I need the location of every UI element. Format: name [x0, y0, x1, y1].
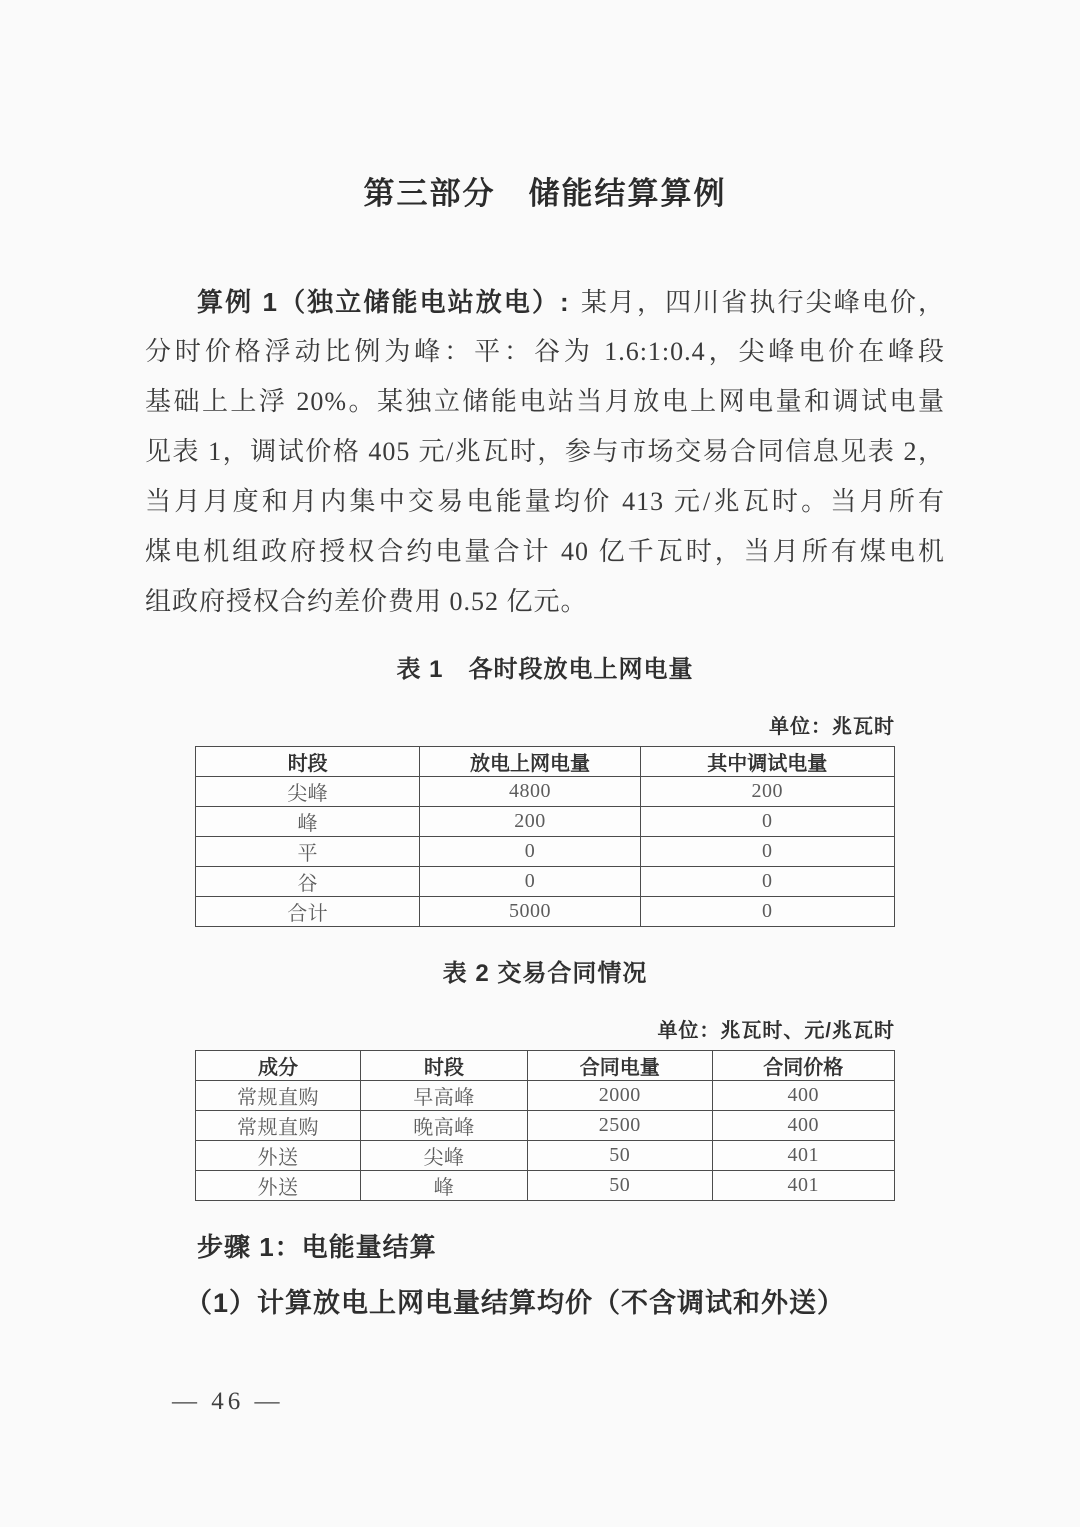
- table-row: [196, 1141, 895, 1171]
- table-cell: 5000: [420, 897, 640, 927]
- table-cell: 2000: [528, 1081, 713, 1111]
- table-cell: 0: [640, 867, 894, 897]
- column-header: 合同价格: [712, 1051, 894, 1081]
- step1-heading: 步骤 1：电能量结算: [197, 1232, 437, 1262]
- table-cell: 合计: [196, 897, 420, 927]
- column-header: 合同电量: [528, 1051, 713, 1081]
- page-number: — 46 —: [172, 1388, 284, 1415]
- discharge-volume-table: [195, 746, 895, 927]
- table-cell: 外送: [196, 1171, 361, 1201]
- table-cell: 400: [712, 1111, 894, 1141]
- table-cell: 早高峰: [360, 1081, 527, 1111]
- table2-caption: 表 2 交易合同情况: [442, 960, 648, 987]
- paragraph-line: 基础上上浮 20%。某独立储能电站当月放电上网电量和调试电量: [145, 387, 945, 416]
- table2-unit-label: 单位：兆瓦时、元/兆瓦时: [657, 1020, 895, 1042]
- table-cell: 峰: [196, 807, 420, 837]
- trade-contract-table: [195, 1050, 895, 1201]
- table-header-row: [196, 747, 895, 777]
- paragraph-line: 见表 1，调试价格 405 元/兆瓦时，参与市场交易合同信息见表 2，: [145, 437, 945, 466]
- table-cell: 谷: [196, 867, 420, 897]
- example-paragraph: [145, 277, 945, 627]
- column-header: 成分: [196, 1051, 361, 1081]
- paragraph-line: 分时价格浮动比例为峰：平：谷为 1.6:1:0.4，尖峰电价在峰段: [145, 337, 945, 366]
- table-cell: 401: [712, 1141, 894, 1171]
- table-cell: 200: [640, 777, 894, 807]
- table-cell: 0: [640, 897, 894, 927]
- table-cell: 400: [712, 1081, 894, 1111]
- table-cell: 2500: [528, 1111, 713, 1141]
- page-content: [145, 0, 945, 1320]
- column-header: 时段: [196, 747, 420, 777]
- table-row: [196, 807, 895, 837]
- paragraph-line: 煤电机组政府授权合约电量合计 40 亿千瓦时，当月所有煤电机: [145, 537, 945, 566]
- table-row: [196, 837, 895, 867]
- table-row: [196, 897, 895, 927]
- column-header: 时段: [360, 1051, 527, 1081]
- table-row: [196, 1081, 895, 1111]
- table-cell: 常规直购: [196, 1111, 361, 1141]
- table-cell: 尖峰: [360, 1141, 527, 1171]
- table1-unit-label: 单位：兆瓦时: [769, 716, 895, 738]
- table1-caption: 表 1 各时段放电上网电量: [396, 656, 694, 683]
- table-cell: 尖峰: [196, 777, 420, 807]
- table-cell: 常规直购: [196, 1081, 361, 1111]
- table-cell: 0: [640, 837, 894, 867]
- table-cell: 0: [420, 837, 640, 867]
- substep1-heading: （1）计算放电上网电量结算均价（不含调试和外送）: [185, 1288, 846, 1318]
- column-header: 其中调试电量: [640, 747, 894, 777]
- table-cell: 平: [196, 837, 420, 867]
- table-row: [196, 867, 895, 897]
- table-cell: 401: [712, 1171, 894, 1201]
- paragraph-line: [145, 277, 945, 327]
- table-cell: 50: [528, 1141, 713, 1171]
- table-cell: 0: [420, 867, 640, 897]
- table-cell: 50: [528, 1171, 713, 1201]
- table2-section: [195, 1014, 895, 1201]
- paragraph-line: 当月月度和月内集中交易电能量均价 413 元/兆瓦时。当月所有: [145, 487, 945, 516]
- table-cell: 4800: [420, 777, 640, 807]
- table-cell: 外送: [196, 1141, 361, 1171]
- table-cell: 0: [640, 807, 894, 837]
- table-row: [196, 1171, 895, 1201]
- document-title: 第三部分 储能结算算例: [363, 176, 727, 211]
- paragraph-line: 组政府授权合约差价费用 0.52 亿元。: [145, 587, 588, 616]
- paragraph-text: 某月，四川省执行尖峰电价，: [579, 288, 945, 317]
- example-lead: 算例 1（独立储能电站放电）:: [197, 287, 570, 317]
- table-header-row: [196, 1051, 895, 1081]
- table1-section: [195, 710, 895, 927]
- table-cell: 峰: [360, 1171, 527, 1201]
- table-row: [196, 1111, 895, 1141]
- column-header: 放电上网电量: [420, 747, 640, 777]
- table-row: [196, 777, 895, 807]
- table-cell: 晚高峰: [360, 1111, 527, 1141]
- table-cell: 200: [420, 807, 640, 837]
